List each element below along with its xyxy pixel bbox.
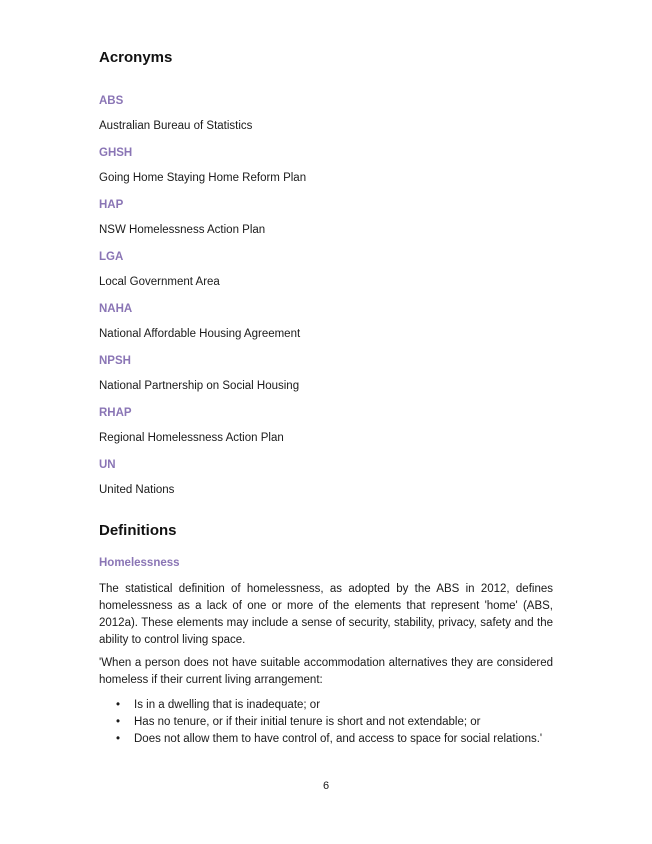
acronym-term: ABS [99, 95, 124, 107]
acronym-definition: Going Home Staying Home Reform Plan [99, 172, 307, 184]
definitions-heading: Definitions [99, 522, 177, 539]
acronyms-heading: Acronyms [99, 49, 173, 66]
list-item [99, 731, 553, 748]
acronym-term: LGA [99, 251, 124, 263]
acronym-definition: Australian Bureau of Statistics [99, 120, 253, 132]
acronym-definition: Regional Homelessness Action Plan [99, 432, 284, 444]
acronym-entry [99, 250, 220, 289]
acronym-entry [99, 302, 300, 341]
acronym-term: NAHA [99, 303, 133, 315]
acronym-entry [99, 406, 284, 445]
acronym-entry [99, 146, 306, 185]
page-number: 6 [322, 780, 330, 792]
acronym-term: HAP [99, 199, 124, 211]
acronym-definition: NSW Homelessness Action Plan [99, 224, 266, 236]
acronym-term: RHAP [99, 407, 132, 419]
acronym-definition: National Affordable Housing Agreement [99, 328, 301, 340]
acronym-entry [99, 354, 299, 393]
list-item-text: Does not allow them to have control of, and access to space for social relations.' [134, 733, 543, 745]
list-item-text: Has no tenure, or if their initial tenure is short and not extendable; or [134, 716, 481, 728]
bullet-list [99, 697, 553, 748]
acronym-entry [99, 94, 252, 133]
acronym-entry [99, 198, 265, 237]
list-item [99, 697, 553, 714]
acronym-definition: Local Government Area [99, 276, 220, 288]
quote-paragraph: 'When a person does not have suitable accommodation alternatives they are considered homeless if their current living arrangement: [99, 657, 553, 686]
bullet-icon: • [116, 716, 121, 728]
homelessness-subheading: Homelessness [99, 557, 180, 569]
bullet-icon: • [116, 699, 121, 711]
definition-paragraph: The statistical definition of homelessness, as adopted by the ABS in 2012, defines homelessness as a lack of one or more of the elements that represent 'home' (ABS, 2012a). These elements may include a sense of security, stability, privacy, safety and the ability to control living space. [99, 583, 553, 646]
list-item-text: Is in a dwelling that is inadequate; or [134, 699, 321, 711]
acronym-definition: United Nations [99, 484, 175, 496]
acronym-term: NPSH [99, 355, 131, 367]
bullet-icon: • [116, 733, 121, 745]
acronym-term: GHSH [99, 147, 133, 159]
acronym-entry [99, 458, 174, 497]
acronym-term: UN [99, 459, 116, 471]
list-item [99, 714, 553, 731]
acronym-definition: National Partnership on Social Housing [99, 380, 300, 392]
